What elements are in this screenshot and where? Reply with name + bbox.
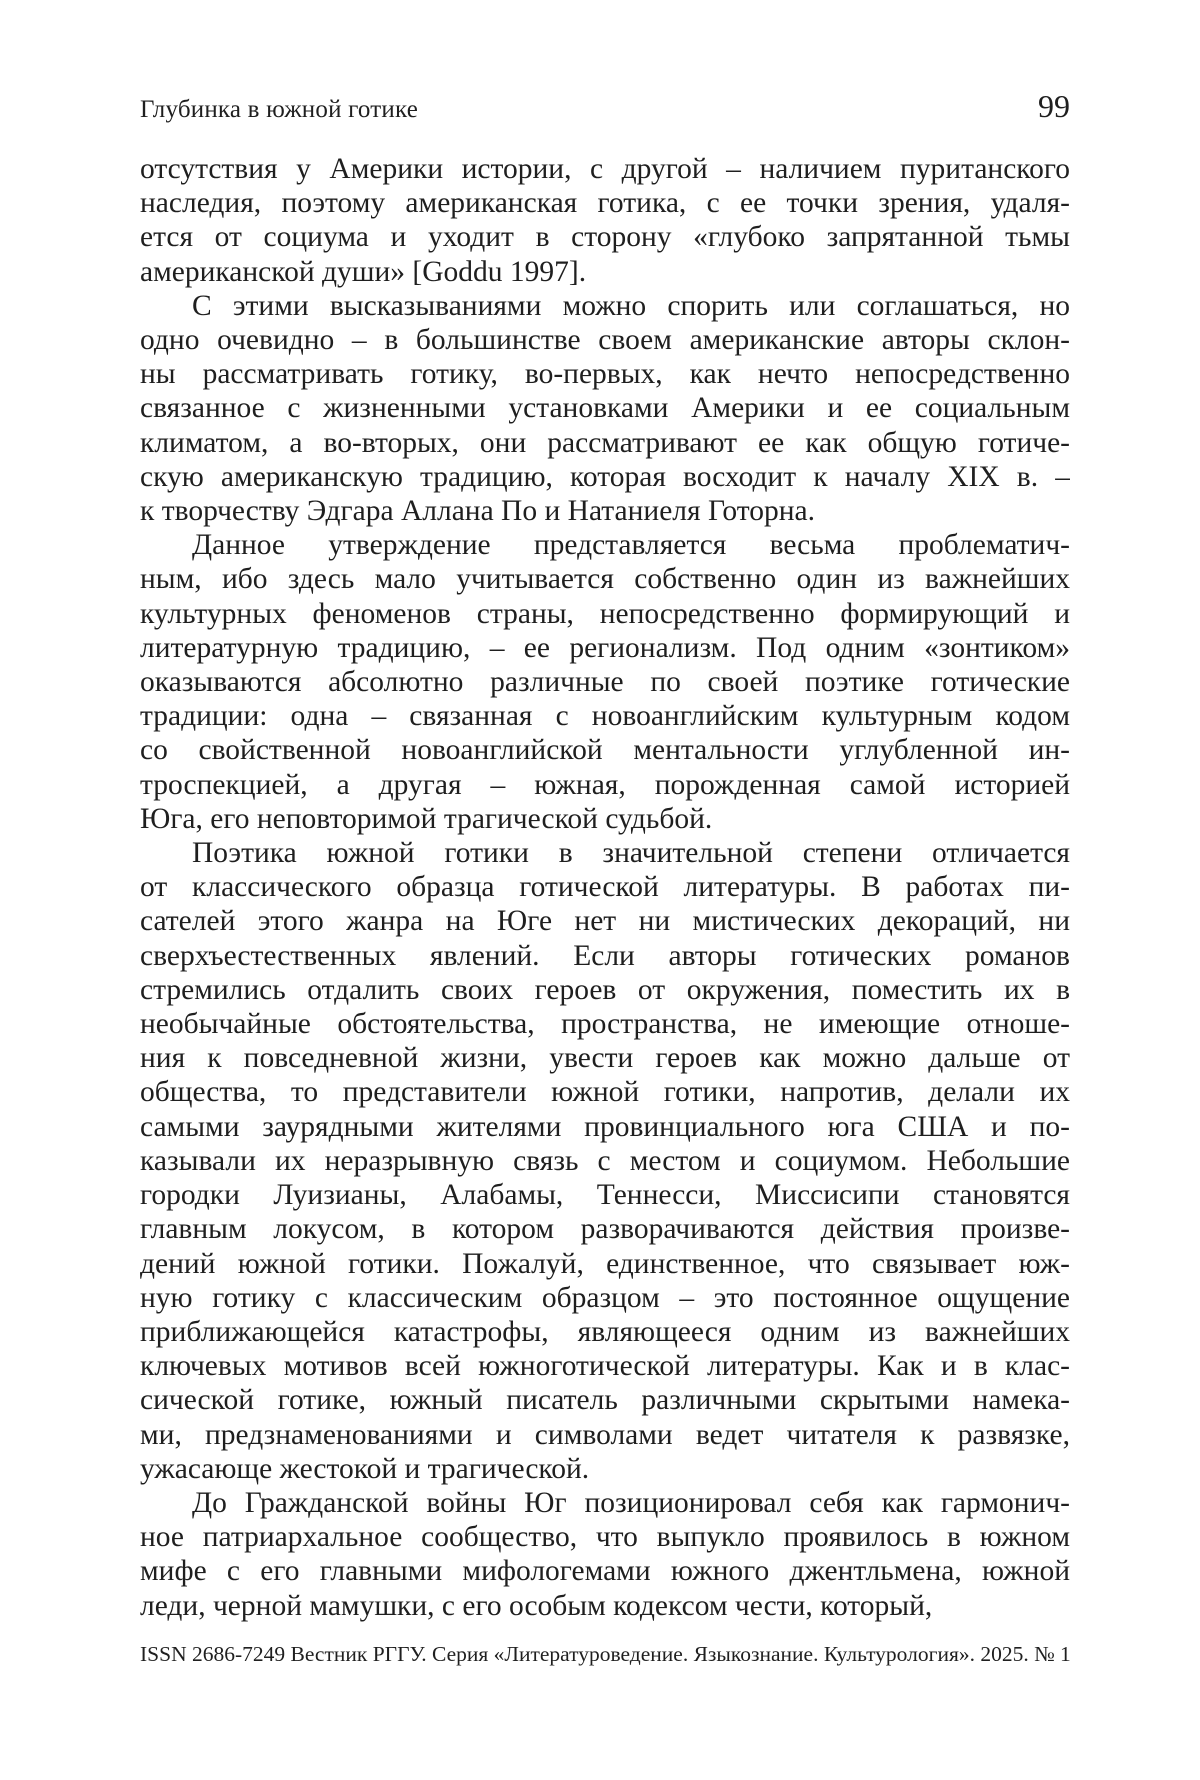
text-line: стремились отдалить своих героев от окружения, поместить их в bbox=[140, 973, 1070, 1007]
text-line: оказываются абсолютно различные по своей поэтике готические bbox=[140, 665, 1070, 699]
text-line: наследия, поэтому американская готика, с ее точки зрения, удаля- bbox=[140, 186, 1070, 220]
text-line: Поэтика южной готики в значительной степени отличается bbox=[140, 836, 1070, 870]
paragraph bbox=[140, 289, 1070, 528]
text-line: мифе с его главными мифологемами южного джентльмена, южной bbox=[140, 1554, 1070, 1588]
text-line: приближающейся катастрофы, являющееся одним из важнейших bbox=[140, 1315, 1070, 1349]
text-line: Данное утверждение представляется весьма проблематич- bbox=[140, 528, 1070, 562]
text-line: самыми заурядными жителями провинциального юга США и по- bbox=[140, 1110, 1070, 1144]
text-line: ключевых мотивов всей южноготической литературы. Как и в клас- bbox=[140, 1349, 1070, 1383]
text-line: троспекцией, а другая – южная, порожденная самой историей bbox=[140, 768, 1070, 802]
text-line: ужасающе жестокой и трагической. bbox=[140, 1452, 1070, 1486]
text-line: культурных феноменов страны, непосредственно формирующий и bbox=[140, 597, 1070, 631]
text-line: Юга, его неповторимой трагической судьбой. bbox=[140, 802, 1070, 836]
running-head bbox=[140, 92, 1070, 128]
text-line: литературную традицию, – ее регионализм. Под одним «зонтиком» bbox=[140, 631, 1070, 665]
journal-footer: ISSN 2686-7249 Вестник РГГУ. Серия «Литературоведение. Языкознание. Культурология». 2025. № 1 bbox=[140, 1642, 1070, 1667]
page-number: 99 bbox=[1038, 88, 1070, 125]
text-line: скую американскую традицию, которая восходит к началу XIX в. – bbox=[140, 460, 1070, 494]
text-line: ную готику с классическим образцом – это постоянное ощущение bbox=[140, 1281, 1070, 1315]
text-line: ется от социума и уходит в сторону «глубоко запрятанной тьмы bbox=[140, 220, 1070, 254]
text-line: главным локусом, в котором разворачиваются действия произве- bbox=[140, 1212, 1070, 1246]
text-line: До Гражданской войны Юг позиционировал себя как гармонич- bbox=[140, 1486, 1070, 1520]
text-line: С этими высказываниями можно спорить или соглашаться, но bbox=[140, 289, 1070, 323]
text-line: дений южной готики. Пожалуй, единственное, что связывает юж- bbox=[140, 1247, 1070, 1281]
text-line: американской души» [Goddu 1997]. bbox=[140, 255, 1070, 289]
journal-page bbox=[0, 0, 1200, 1780]
text-line: ния к повседневной жизни, увести героев как можно дальше от bbox=[140, 1041, 1070, 1075]
text-line: необычайные обстоятельства, пространства, не имеющие отноше- bbox=[140, 1007, 1070, 1041]
text-line: леди, черной мамушки, с его особым кодексом чести, который, bbox=[140, 1589, 1070, 1623]
paragraph bbox=[140, 152, 1070, 289]
text-line: сической готике, южный писатель различными скрытыми намека- bbox=[140, 1383, 1070, 1417]
running-title: Глубинка в южной готике bbox=[140, 96, 418, 124]
text-line: сателей этого жанра на Юге нет ни мистических декораций, ни bbox=[140, 904, 1070, 938]
body-text bbox=[140, 152, 1070, 1623]
text-line: ми, предзнаменованиями и символами ведет читателя к развязке, bbox=[140, 1418, 1070, 1452]
text-line: отсутствия у Америки истории, с другой – наличием пуританского bbox=[140, 152, 1070, 186]
text-line: ным, ибо здесь мало учитывается собственно один из важнейших bbox=[140, 562, 1070, 596]
text-line: климатом, а во-вторых, они рассматривают ее как общую готиче- bbox=[140, 426, 1070, 460]
paragraph bbox=[140, 528, 1070, 836]
text-line: от классического образца готической литературы. В работах пи- bbox=[140, 870, 1070, 904]
text-line: ны рассматривать готику, во-первых, как нечто непосредственно bbox=[140, 357, 1070, 391]
text-line: общества, то представители южной готики, напротив, делали их bbox=[140, 1075, 1070, 1109]
paragraph bbox=[140, 1486, 1070, 1623]
text-line: сверхъестественных явлений. Если авторы готических романов bbox=[140, 939, 1070, 973]
text-line: традиции: одна – связанная с новоанглийским культурным кодом bbox=[140, 699, 1070, 733]
text-line: одно очевидно – в большинстве своем американские авторы склон- bbox=[140, 323, 1070, 357]
text-line: связанное с жизненными установками Америки и ее социальным bbox=[140, 391, 1070, 425]
text-line: городки Луизианы, Алабамы, Теннесси, Миссисипи становятся bbox=[140, 1178, 1070, 1212]
text-line: ное патриархальное сообщество, что выпукло проявилось в южном bbox=[140, 1520, 1070, 1554]
text-line: к творчеству Эдгара Аллана По и Натаниеля Готорна. bbox=[140, 494, 1070, 528]
paragraph bbox=[140, 836, 1070, 1486]
text-line: со свойственной новоанглийской ментальности углубленной ин- bbox=[140, 733, 1070, 767]
text-line: казывали их неразрывную связь с местом и социумом. Небольшие bbox=[140, 1144, 1070, 1178]
